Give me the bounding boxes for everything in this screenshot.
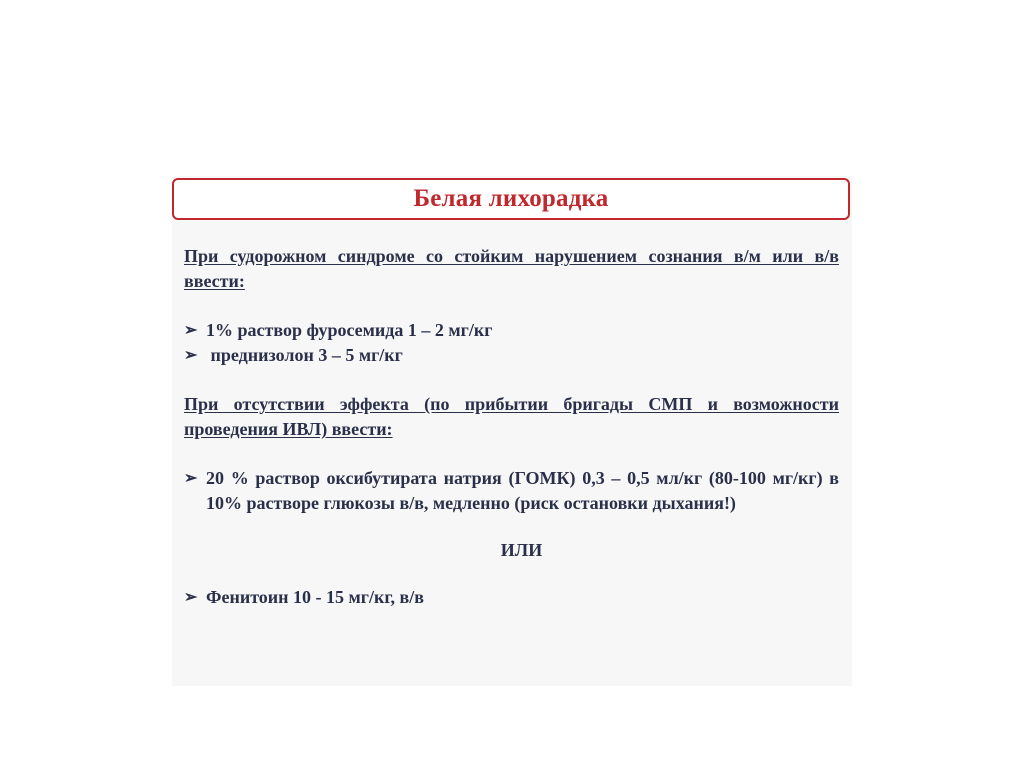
list-item: [184, 585, 839, 610]
title-box: [172, 178, 850, 220]
or-separator: ИЛИ: [500, 540, 543, 560]
list-item-text: Фенитоин 10 - 15 мг/кг, в/в: [206, 587, 424, 607]
spacer: [184, 294, 839, 318]
arrow-bullet-icon: ➢: [184, 589, 198, 606]
list-item-text: преднизолон 3 – 5 мг/кг: [206, 345, 403, 365]
section-heading-no-effect: При отсутствии эффекта (по прибытии бригады СМП и возможности проведения ИВЛ) ввести:: [184, 394, 839, 439]
list-item: [184, 466, 839, 516]
spacer: [184, 563, 839, 585]
spacer: [184, 442, 839, 466]
slide-title: Белая лихорадка: [413, 185, 609, 212]
arrow-bullet-icon: ➢: [184, 470, 198, 487]
list-item-text: 20 % раствор оксибутирата натрия (ГОМК) 0,3 – 0,5 мл/кг (80-100 мг/кг) в 10% растворе глюкозы в/в, медленно (риск остановки дыхания!): [206, 468, 839, 513]
spacer: [184, 516, 839, 538]
spacer: [184, 368, 839, 392]
list-item-text: 1% раствор фуросемида 1 – 2 мг/кг: [206, 320, 493, 340]
list-item: [184, 343, 839, 368]
arrow-bullet-icon: ➢: [184, 347, 198, 364]
list-item: [184, 318, 839, 343]
slide-body: [184, 244, 839, 610]
section-heading-convulsive: При судорожном синдроме со стойким нарушением сознания в/м или в/в ввести:: [184, 246, 839, 291]
arrow-bullet-icon: ➢: [184, 322, 198, 339]
